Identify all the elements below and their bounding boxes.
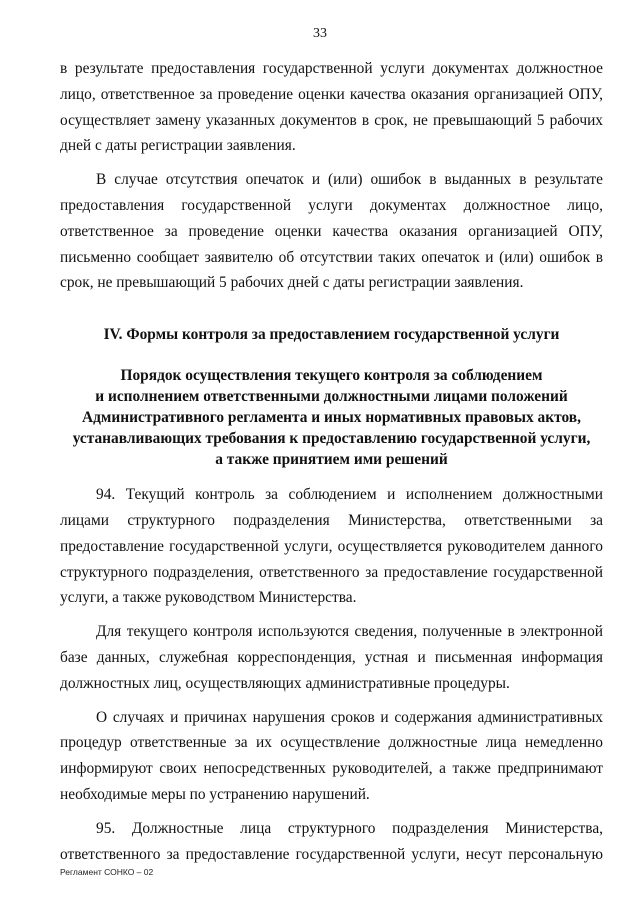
- paragraph-no-errors: В случае отсутствия опечаток и (или) ошибок в выданных в результате предоставления государственной услуги документах должностное лицо, ответственное за проведение оценки качества оказания организацией ОПУ, письменно сообщает заявителю об отсутствии таких опечаток и (или) ошибок в срок, не превышающий 5 рабочих дней с даты регистрации заявления.: [60, 171, 603, 292]
- subsection-title-line: Административного регламента и иных нормативных правовых актов,: [82, 409, 581, 427]
- subsection-title-line: а также принятием ими решений: [215, 451, 448, 469]
- paragraph-violations: О случаях и причинах нарушения сроков и содержания административных процедур ответственные за их осуществление должностные лица немедленно информируют своих непосредственных руководителей, а также предпринимают необходимые меры по устранению нарушений.: [60, 708, 603, 803]
- subsection-title-line: и исполнением ответственными должностными лицами положений: [95, 388, 568, 406]
- section-title: IV. Формы контроля за предоставлением государственной услуги: [103, 326, 560, 344]
- subsection-title: [60, 365, 603, 470]
- paragraph-control-sources: Для текущего контроля используются сведения, полученные в электронной базе данных, служебная корреспонденция, устная и письменная информация должностных лиц, осуществляющих административные процедуры.: [60, 623, 603, 692]
- subsection-title-line: Порядок осуществления текущего контроля за соблюдением: [120, 367, 543, 385]
- subsection-title-line: устанавливающих требования к предоставлению государственной услуги,: [72, 430, 591, 448]
- paragraph-95: 95. Должностные лица структурного подразделения Министерства, ответственного за предоставление государственной услуги, несут персональную: [60, 819, 603, 863]
- page-number: 33: [313, 26, 327, 41]
- paragraph-continuation: в результате предоставления государственной услуги документах должностное лицо, ответственное за проведение оценки качества оказания организацией ОПУ, осуществляет замену указанных документов в срок, не превышающий 5 рабочих дней с даты регистрации заявления.: [60, 60, 603, 155]
- page-footer: Регламент СОНКО – 02: [60, 867, 154, 877]
- document-body: [60, 56, 603, 867]
- paragraph-94: 94. Текущий контроль за соблюдением и исполнением должностными лицами структурного подразделения Министерства, ответственными за предоставление государственной услуги, осуществляется руководителем данного структурного подразделения, ответственного за предоставление государственной услуги, а также руководством Министерства.: [60, 486, 603, 607]
